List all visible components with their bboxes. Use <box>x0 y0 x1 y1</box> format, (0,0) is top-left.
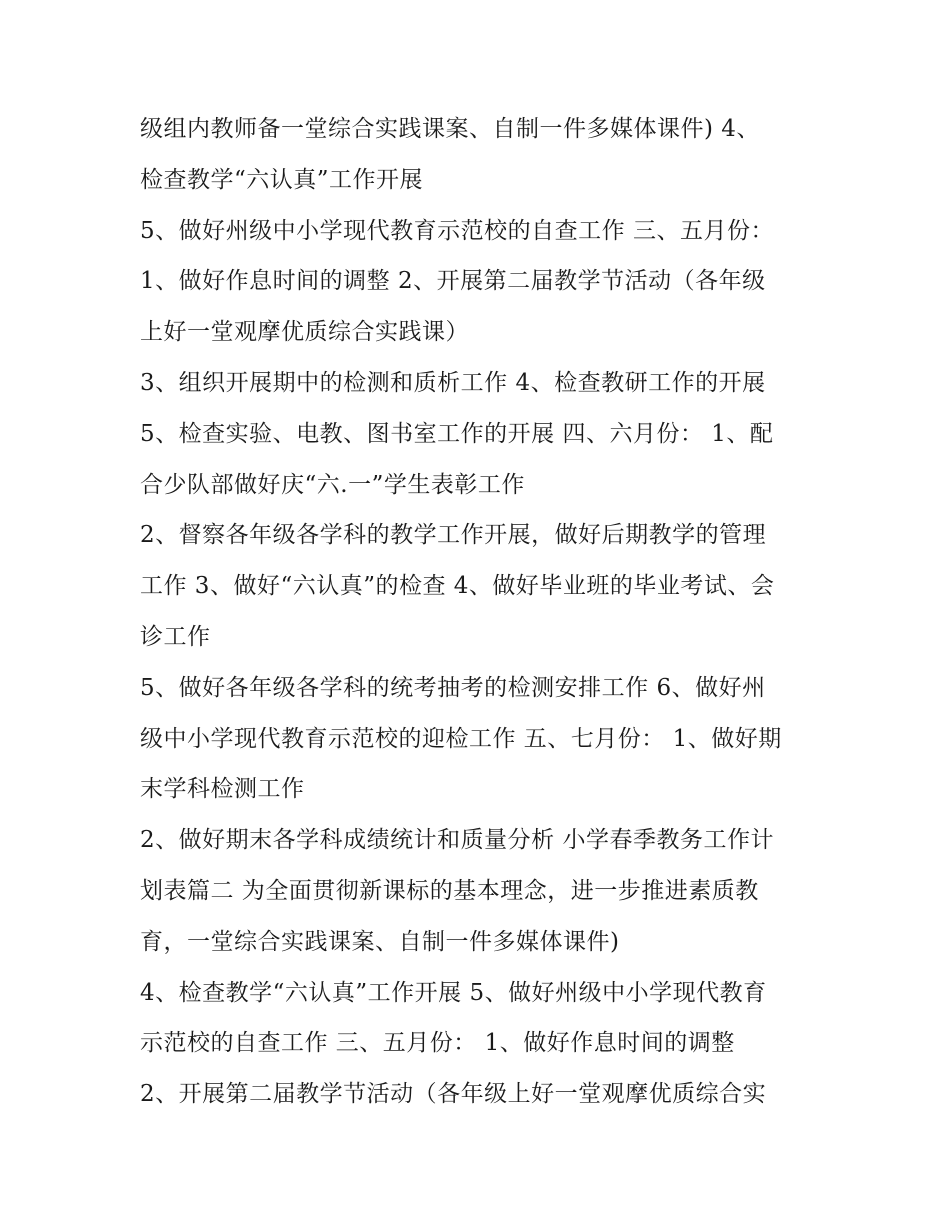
text-line: 3、组织开展期中的检测和质析工作 4、检查教研工作的开展 <box>140 369 766 396</box>
text-line: 划表篇二 为全面贯彻新课标的基本理念，进一步推进素质教 <box>140 877 759 904</box>
text-line: 级组内教师备一堂综合实践课案、自制一件多媒体课件) 4、 <box>140 116 760 142</box>
text-line: 2、做好期末各学科成绩统计和质量分析 小学春季教务工作计 <box>140 827 774 854</box>
text-line: 5、检查实验、电教、图书室工作的开展 四、六月份： 1、配 <box>140 420 774 447</box>
text-line: 末学科检测工作 <box>140 776 305 803</box>
text-line: 工作 3、做好“六认真”的检查 4、做好毕业班的毕业考试、会 <box>140 573 775 600</box>
text-line: 2、开展第二届教学节活动（各年级上好一堂观摩优质综合实 <box>140 1081 767 1108</box>
text-line: 上好一堂观摩优质综合实践课） <box>140 319 469 346</box>
text-line: 诊工作 <box>140 623 211 650</box>
text-line: 育，一堂综合实践课案、自制一件多媒体课件) <box>140 928 620 955</box>
text-line: 示范校的自查工作 三、五月份： 1、做好作息时间的调整 <box>140 1030 735 1057</box>
text-line: 5、做好各年级各学科的统考抽考的检测安排工作 6、做好州 <box>140 674 766 701</box>
text-line: 级中小学现代教育示范校的迎检工作 五、七月份： 1、做好期 <box>140 725 782 752</box>
text-line: 4、检查教学“六认真”工作开展 5、做好州级中小学现代教育 <box>140 979 767 1006</box>
text-line: 5、做好州级中小学现代教育示范校的自查工作 三、五月份： <box>140 217 774 244</box>
text-line: 合少队部做好庆“六.一”学生表彰工作 <box>140 471 525 498</box>
document-body <box>140 104 820 1120</box>
text-line: 2、督察各年级各学科的教学工作开展，做好后期教学的管理 <box>140 522 767 549</box>
text-line: 检查教学“六认真”工作开展 <box>140 166 424 193</box>
text-line: 1、做好作息时间的调整 2、开展第二届教学节活动（各年级 <box>140 268 766 295</box>
